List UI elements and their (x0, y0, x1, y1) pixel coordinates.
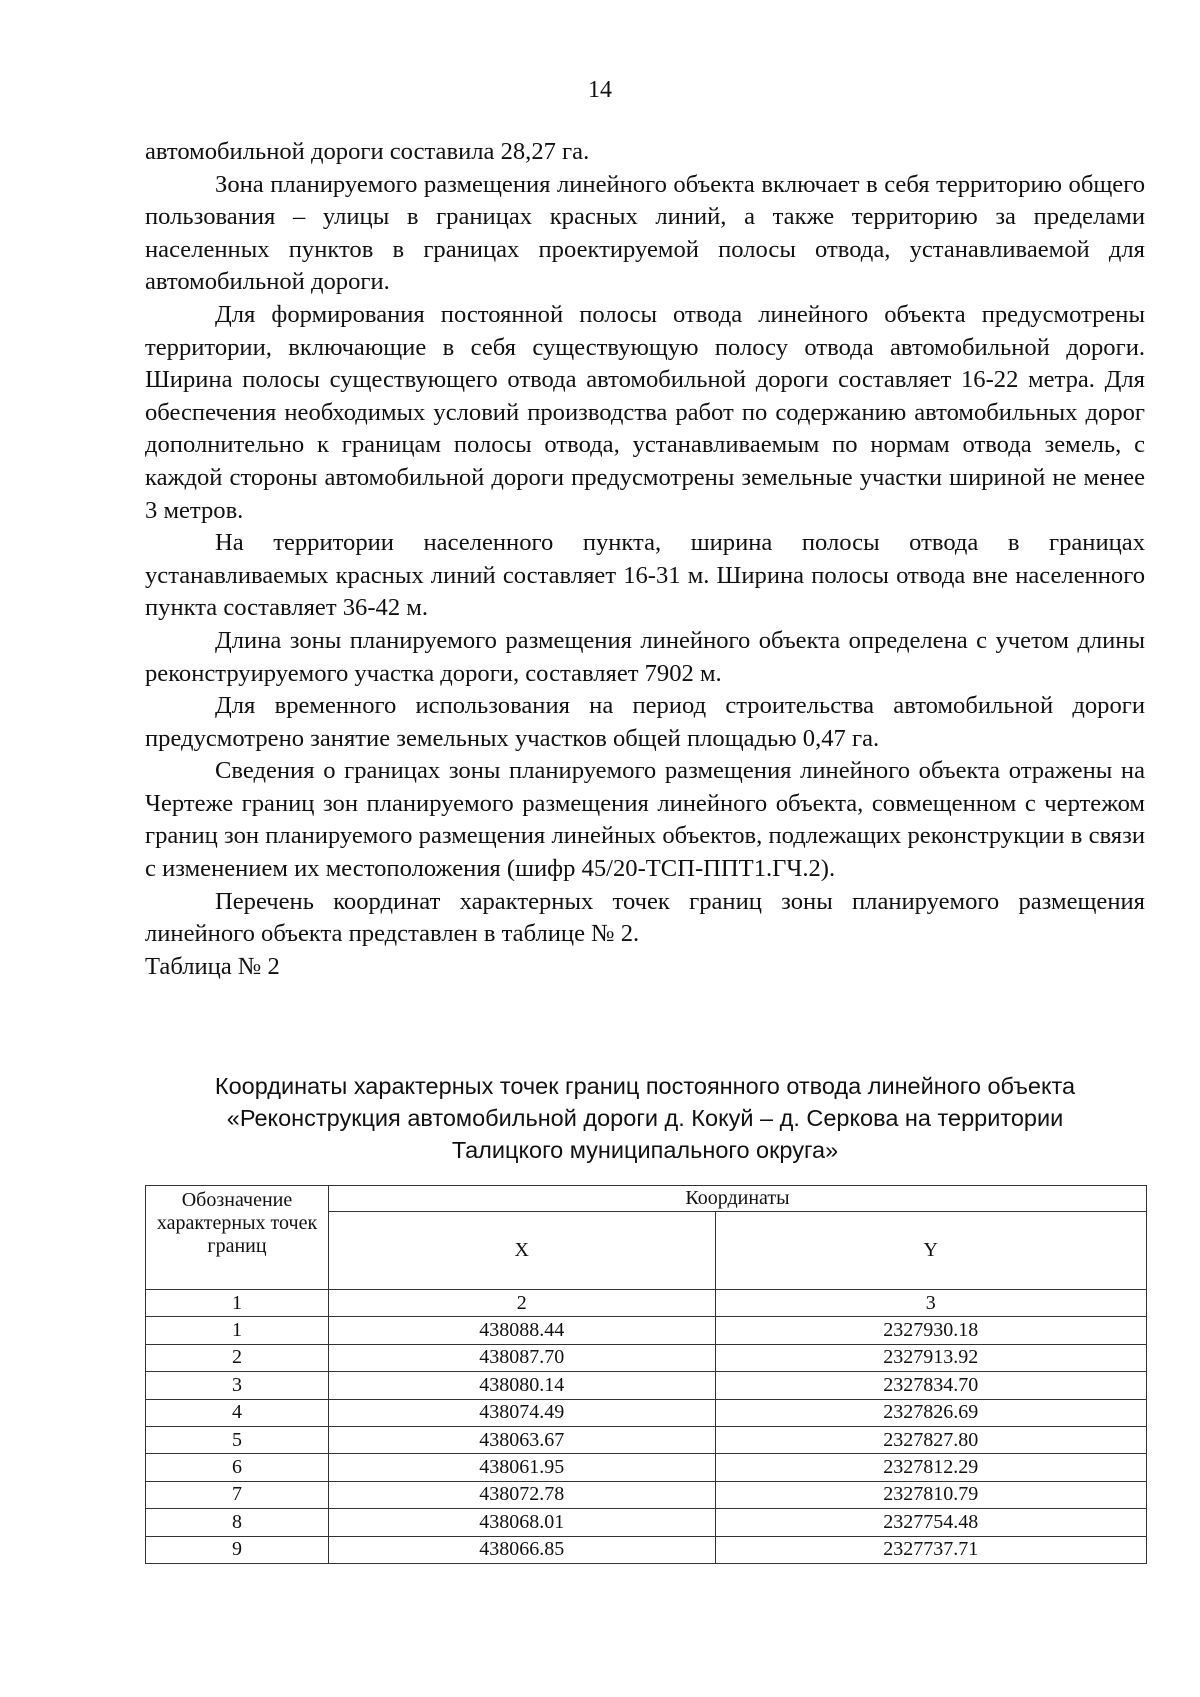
paragraph: Сведения о границах зоны планируемого размещения линейного объекта отражены на Чертеже границ зон планируемого размещения линейного объекта, совмещенном с чертежом границ зон планируемого размещения линейных объектов, подлежащих реконструкции в связи с изменением их местоположения (шифр 45/20-ТСП-ППТ1.ГЧ.2). (145, 757, 1145, 883)
cell-y: 2327812.29 (715, 1454, 1146, 1481)
table-row (146, 1536, 1147, 1563)
table-title-line: Координаты характерных точек границ постоянного отвода линейного объекта (214, 1073, 1076, 1099)
table-title-line: «Реконструкция автомобильной дороги д. Кокуй – д. Серкова на территории (226, 1105, 1064, 1131)
cell-x: 438072.78 (329, 1481, 716, 1508)
table-row (146, 1372, 1147, 1399)
table-row (146, 1481, 1147, 1508)
cell-x: 438087.70 (329, 1344, 716, 1371)
cell-y: 2327930.18 (715, 1317, 1146, 1344)
table-row (146, 1454, 1147, 1481)
cell-x: 438068.01 (329, 1509, 716, 1536)
header-y: Y (715, 1212, 1146, 1290)
cell-x: 438074.49 (329, 1399, 716, 1426)
table-row (146, 1399, 1147, 1426)
paragraph: Перечень координат характерных точек границ зоны планируемого размещения линейного объекта представлен в таблице № 2. (145, 887, 1145, 948)
cell-point: 7 (146, 1481, 329, 1508)
cell-point: 2 (146, 1344, 329, 1371)
cell-x: 438063.67 (329, 1426, 716, 1453)
cell-y: 2327754.48 (715, 1509, 1146, 1536)
paragraph: Зона планируемого размещения линейного объекта включает в себя территорию общего пользования – улицы в границах красных линий, а также территорию за пределами населенных пунктов в границах проектируемой полосы отвода, устанавливаемой для автомобильной дороги. (145, 170, 1145, 296)
cell-x: 438080.14 (329, 1372, 716, 1399)
cell-y: 2327737.71 (715, 1536, 1146, 1563)
cell-y: 2327827.80 (715, 1426, 1146, 1453)
header-coordinates: Координаты (329, 1186, 1147, 1212)
cell-point: 5 (146, 1426, 329, 1453)
cell-y: 2327834.70 (715, 1372, 1146, 1399)
coordinates-table (145, 1185, 1147, 1564)
table-row (146, 1426, 1147, 1453)
cell-y: 2327810.79 (715, 1481, 1146, 1508)
coordinates-table-body (146, 1290, 1147, 1564)
cell-x: 438066.85 (329, 1536, 716, 1563)
cell-point: 6 (146, 1454, 329, 1481)
cell-x: 438088.44 (329, 1317, 716, 1344)
column-number: 3 (715, 1290, 1146, 1317)
paragraph: Для временного использования на период строительства автомобильной дороги предусмотрено занятие земельных участков общей площадью 0,47 га. (145, 692, 1145, 752)
column-number: 2 (329, 1290, 716, 1317)
paragraph: На территории населенного пункта, ширина полосы отвода в границах устанавливаемых красных линий составляет 16-31 м. Ширина полосы отвода вне населенного пункта составляет 36-42 м. (145, 529, 1145, 622)
body-text (145, 136, 1145, 983)
table-title (145, 1070, 1145, 1166)
paragraph: Для формирования постоянной полосы отвода линейного объекта предусмотрены территории, включающие в себя существующую полосу отвода автомобильной дороги. Ширина полосы существующего отвода автомобильной дороги составляет 16-22 метра. Для обеспечения необходимых условий производства работ по содержанию автомобильных дорог дополнительно к границам полосы отвода, устанавливаемым по нормам отвода земель, с каждой стороны автомобильной дороги предусмотрены земельные участки шириной не менее 3 метров. (145, 300, 1145, 524)
paragraph: Длина зоны планируемого размещения линейного объекта определена с учетом длины реконструируемого участка дороги, составляет 7902 м. (145, 626, 1145, 687)
cell-point: 4 (146, 1399, 329, 1426)
cell-point: 8 (146, 1509, 329, 1536)
cell-point: 9 (146, 1536, 329, 1563)
header-point-label: Обозначение характерных точек границ (146, 1186, 329, 1290)
table-row (146, 1509, 1147, 1536)
header-x: X (329, 1212, 716, 1290)
table-row (146, 1317, 1147, 1344)
table-label: Таблица № 2 (145, 952, 280, 980)
paragraph: автомобильной дороги составила 28,27 га. (145, 138, 590, 165)
cell-y: 2327826.69 (715, 1399, 1146, 1426)
cell-point: 1 (146, 1317, 329, 1344)
cell-x: 438061.95 (329, 1454, 716, 1481)
cell-y: 2327913.92 (715, 1344, 1146, 1371)
page-number: 14 (588, 77, 612, 103)
table-row (146, 1344, 1147, 1371)
column-number-row (146, 1290, 1147, 1317)
table-title-line: Талицкого муниципального округа» (451, 1137, 839, 1163)
cell-point: 3 (146, 1372, 329, 1399)
column-number: 1 (146, 1290, 329, 1317)
